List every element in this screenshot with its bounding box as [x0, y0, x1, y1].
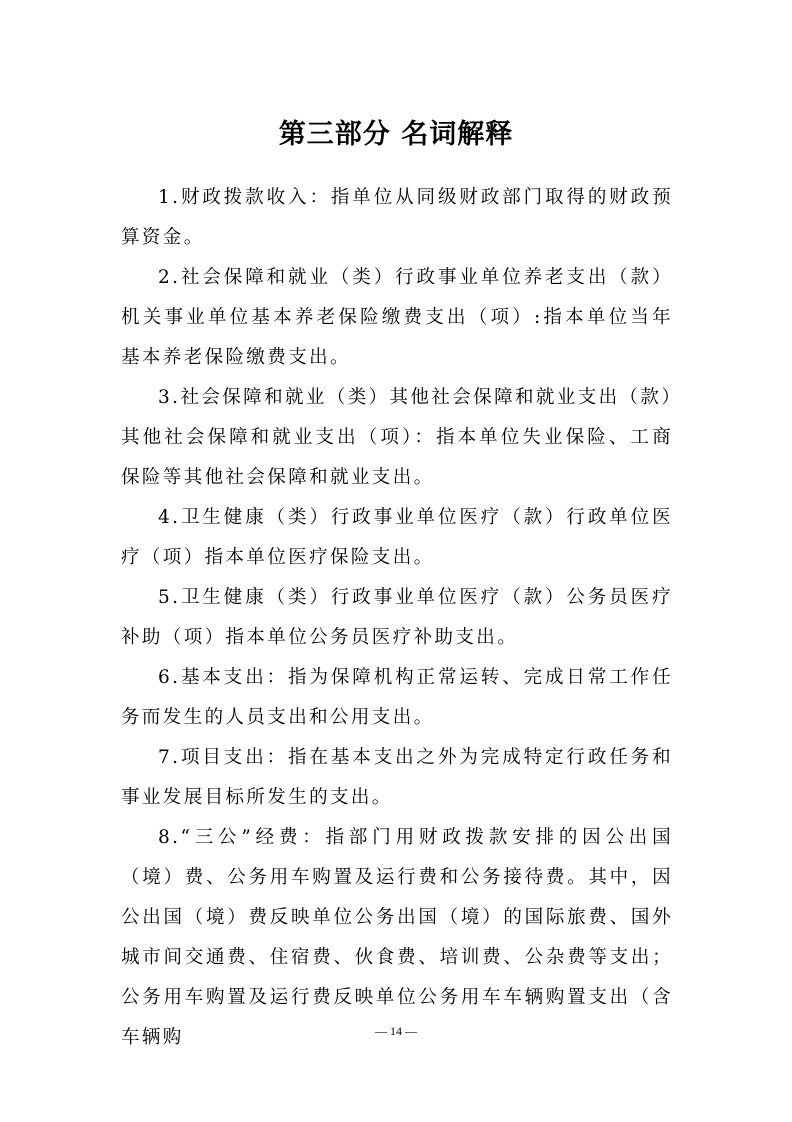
definition-paragraph-6: 6.基本支出：指为保障机构正常运转、完成日常工作任务而发生的人员支出和公用支出。: [121, 667, 673, 728]
definition-paragraph-5: 5.卫生健康（类）行政事业单位医疗（款）公务员医疗补助（项）指本单位公务员医疗补助支出。: [121, 587, 673, 648]
document-body: [121, 178, 673, 1058]
definition-paragraph-1: 1.财政拨款收入：指单位从同级财政部门取得的财政预算资金。: [121, 187, 673, 248]
definition-paragraph-2: 2.社会保障和就业（类）行政事业单位养老支出（款）机关事业单位基本养老保险缴费支出（项）:指本单位当年基本养老保险缴费支出。: [121, 267, 673, 368]
definition-paragraph-8: 8.“三公”经费：指部门用财政拨款安排的因公出国（境）费、公务用车购置及运行费和公务接待费。其中，因公出国（境）费反映单位公务出国（境）的国际旅费、国外城市间交通费、住宿费、伙食费、培训费、公杂费等支出；公务用车购置及运行费反映单位公务用车车辆购置支出（含车辆购: [121, 827, 673, 1048]
page-number: — 14 —: [375, 1024, 417, 1038]
definition-paragraph-3: 3.社会保障和就业（类）其他社会保障和就业支出（款）其他社会保障和就业支出（项）：指本单位失业保险、工商保险等其他社会保障和就业支出。: [121, 387, 673, 488]
definition-paragraph-7: 7.项目支出：指在基本支出之外为完成特定行政任务和事业发展目标所发生的支出。: [121, 747, 673, 808]
definition-paragraph-4: 4.卫生健康（类）行政事业单位医疗（款）行政单位医疗（项）指本单位医疗保险支出。: [121, 507, 673, 568]
page-title: 第三部分 名词解释: [278, 119, 514, 151]
